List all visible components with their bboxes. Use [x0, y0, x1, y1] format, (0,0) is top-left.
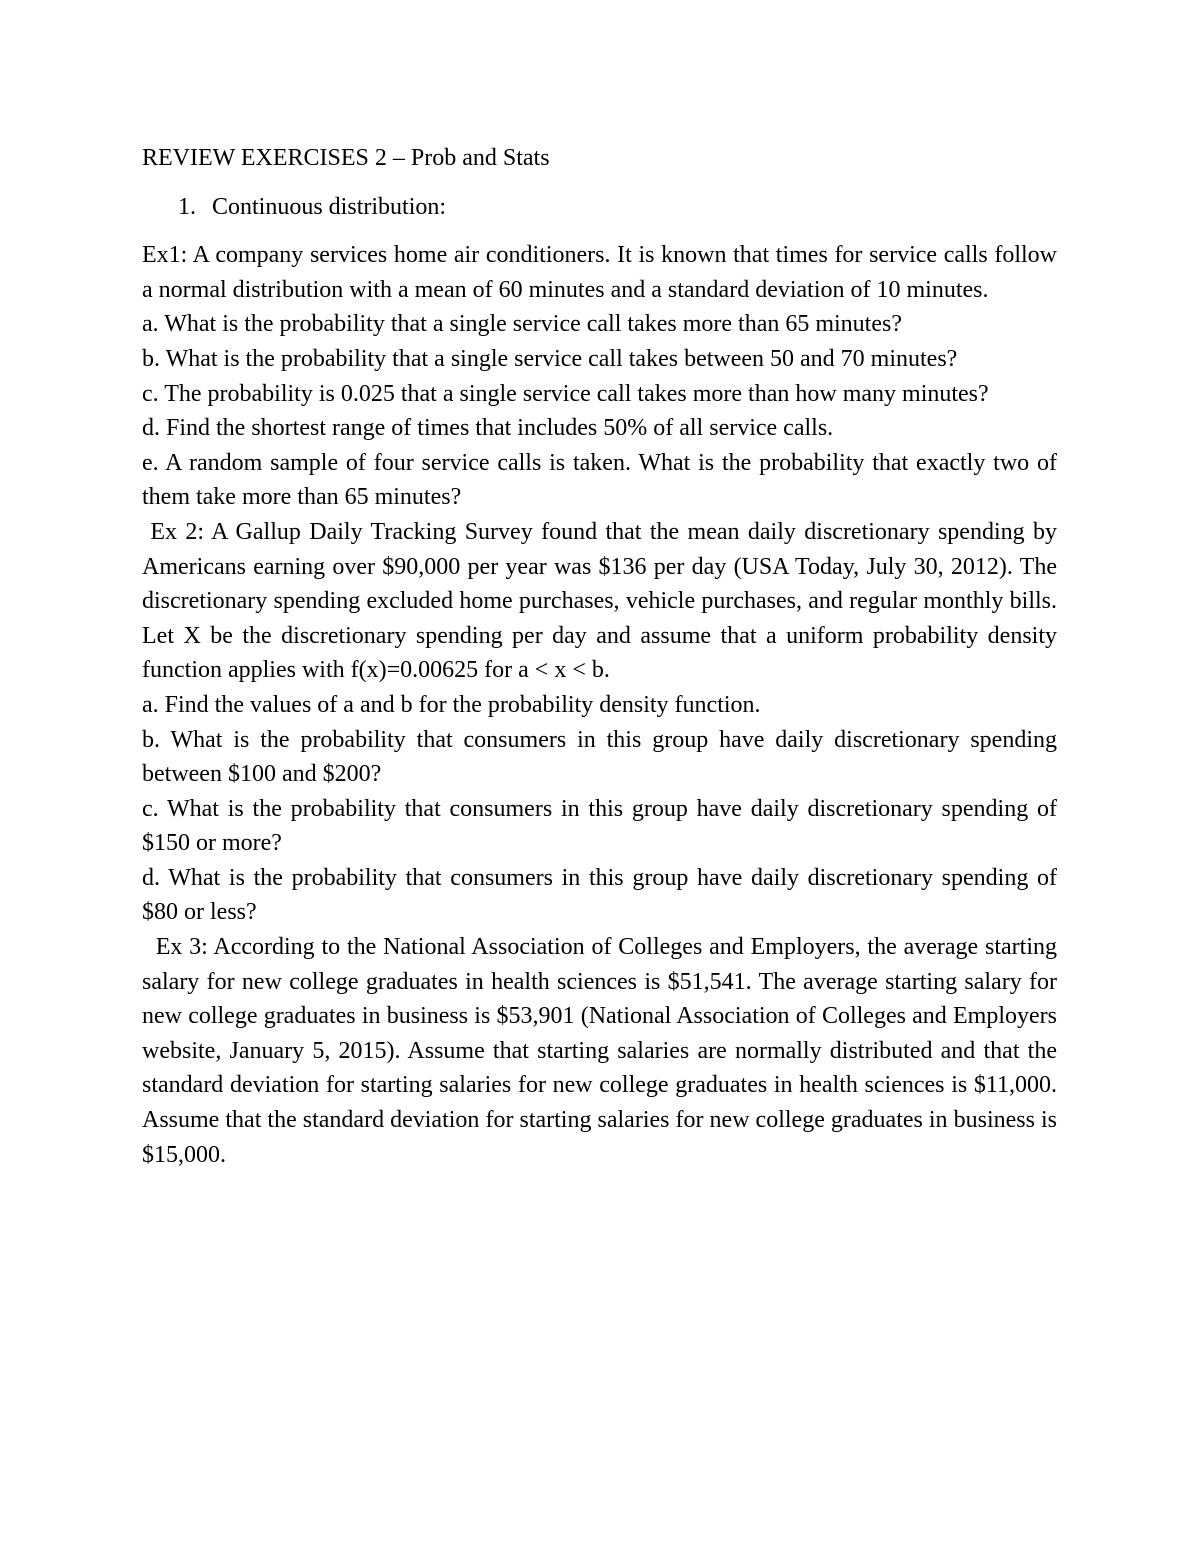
section-number: 1.: [178, 193, 196, 220]
document-content: [142, 141, 1064, 1172]
exercise-1-question-e: e. A random sample of four service calls is taken. What is the probability that exactly two of them take more than 65 minutes?: [142, 449, 1057, 511]
section-item: [142, 190, 1057, 225]
exercise-2-question-a: a. Find the values of a and b for the probability density function.: [142, 691, 761, 718]
exercise-2-question-c: c. What is the probability that consumers in this group have daily discretionary spending of $150 or more?: [142, 795, 1057, 857]
exercise-1-intro: Ex1: A company services home air conditioners. It is known that times for service calls follow a normal distribution with a mean of 60 minutes and a standard deviation of 10 minutes.: [142, 242, 1057, 303]
exercise-2-intro: Ex 2: A Gallup Daily Tracking Survey found that the mean daily discretionary spending by Americans earning over $90,000 per year was $136 per day (USA Today, July 30, 2012). The discretionary spending excluded home purchases, vehicle purchases, and regular monthly bills. Let X be the discretionary spending per day and assume that a uniform probability density function applies with f(x)=0.00625 for a < x < b.: [142, 518, 1063, 684]
exercise-2-question-b: b. What is the probability that consumers in this group have daily discretionary spending between $100 and $200?: [142, 726, 1057, 788]
exercise-1-question-a: a. What is the probability that a single service call takes more than 65 minutes?: [142, 311, 902, 338]
exercise-2-question-d: d. What is the probability that consumers in this group have daily discretionary spending of $80 or less?: [142, 864, 1057, 926]
section-label: Continuous distribution:: [212, 193, 447, 220]
document-title: REVIEW EXERCISES 2 – Prob and Stats: [142, 145, 550, 171]
exercise-1-question-c: c. The probability is 0.025 that a single service call takes more than how many minutes?: [142, 380, 989, 407]
exercise-1-question-d: d. Find the shortest range of times that includes 50% of all service calls.: [142, 415, 834, 442]
section-list: [142, 190, 1057, 225]
exercise-3-intro: Ex 3: According to the National Association of Colleges and Employers, the average starting salary for new college graduates in health sciences is $51,541. The average starting salary for new college graduates in business is $53,901 (National Association of Colleges and Employers website, January 5, 2015). Assume that starting salaries are normally distributed and that the standard deviation for starting salaries for new college graduates in health sciences is $11,000. Assume that the standard deviation for starting salaries for new college graduates in business is $15,000.: [142, 934, 1064, 1168]
exercise-1-question-b: b. What is the probability that a single service call takes between 50 and 70 minutes?: [142, 345, 958, 372]
